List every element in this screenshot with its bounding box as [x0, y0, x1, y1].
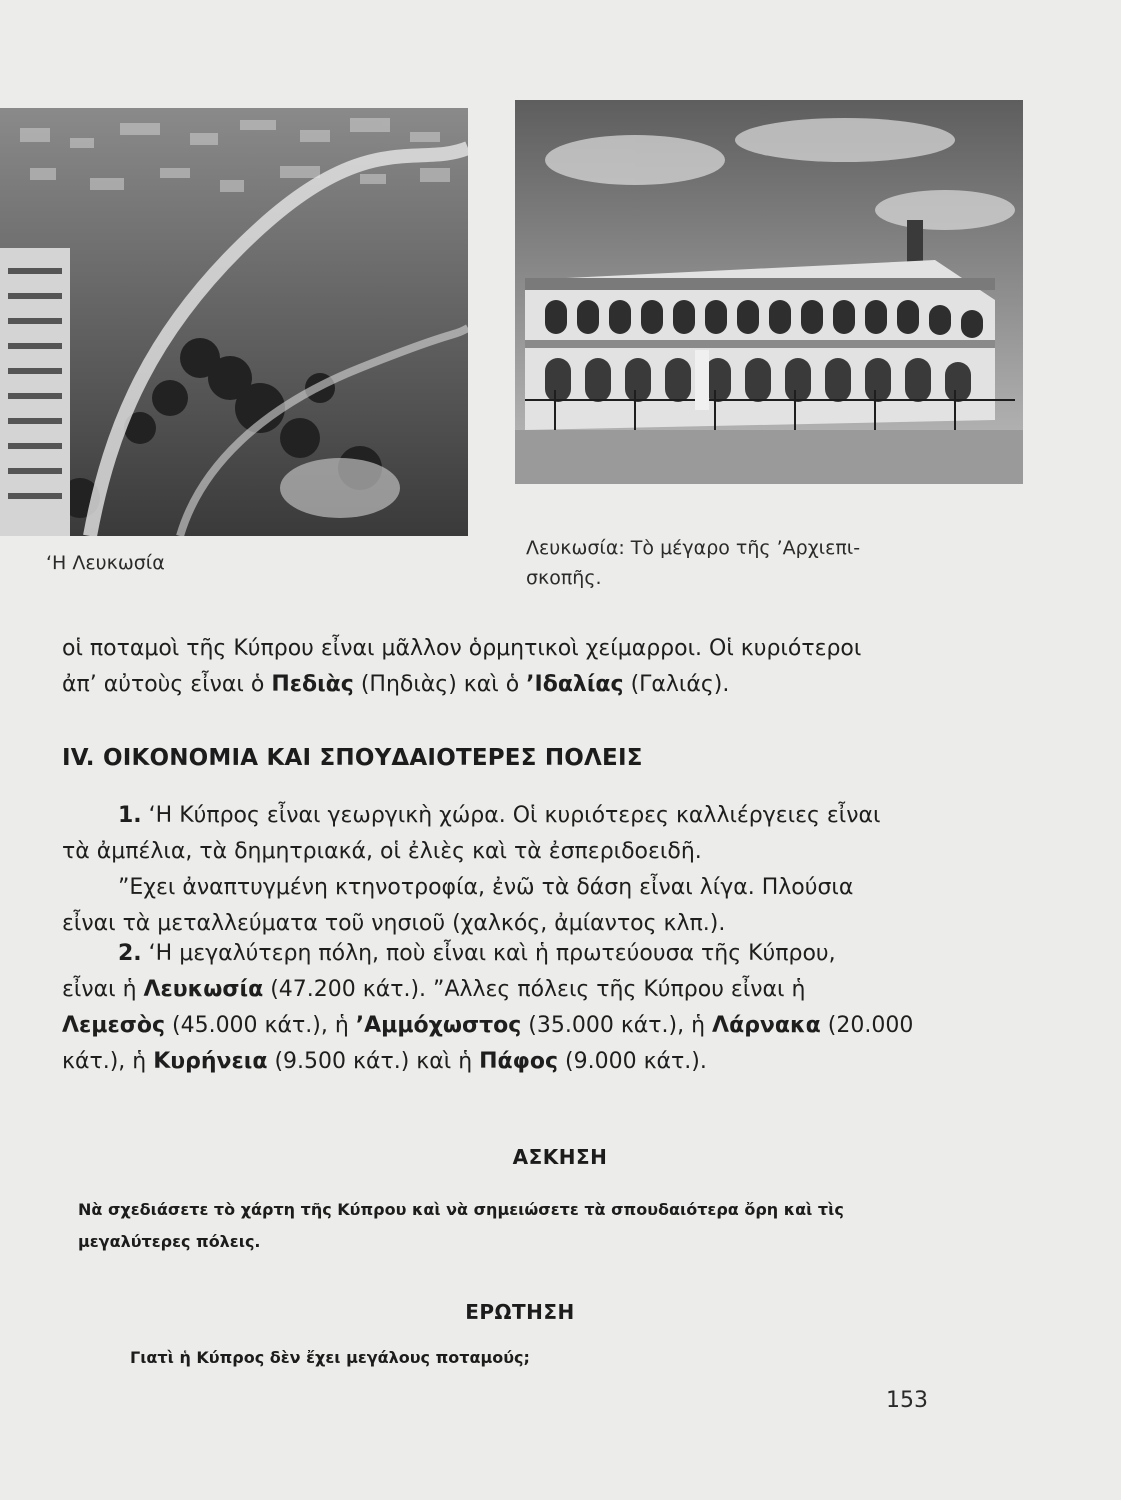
question-title: ΕΡΩΤΗΣΗ	[465, 1300, 575, 1324]
rivers-line1: οἱ ποταμοὶ τῆς Κύπρου εἶναι μᾶλλον ὁρμητικοὶ χείμαρροι. Οἱ κυριότεροι	[62, 636, 862, 661]
exercise-title: ΑΣΚΗΣΗ	[512, 1145, 608, 1169]
city-nicosia: Λευκωσία	[143, 977, 264, 1002]
city-larnaca: Λάρνακα	[712, 1013, 821, 1038]
city-kyrenia: Κυρήνεια	[153, 1049, 268, 1074]
page-number: 153	[886, 1388, 928, 1413]
river-idalias: ’Ιδαλίας	[526, 672, 624, 697]
photo-caption-nicosia: ‘Η Λευκωσία	[46, 552, 165, 574]
photo-caption-palace-line1: Λευκωσία: Τὸ μέγαρο τῆς ’Αρχιεπι-	[526, 537, 861, 559]
exercise-text: Νὰ σχεδιάσετε τὸ χάρτη τῆς Κύπρου καὶ νὰ σημειώσετε τὰ σπουδαιότερα ὄρη καὶ τὶς μεγαλύτερες πόλεις.	[78, 1200, 844, 1251]
nicosia-aerial-photo	[0, 108, 468, 536]
photo-caption-palace	[526, 533, 946, 593]
city-famagusta: ’Αμμόχωστος	[355, 1013, 522, 1038]
cities-paragraph: 2. ‘Η μεγαλύτερη πόλη, ποὺ εἶναι καὶ ἡ πρωτεύουσα τῆς Κύπρου, εἶναι ἡ Λευκωσία (47.200 κάτ.). ”Αλλες πόλεις τῆς Κύπρου εἶναι ἡ Λεμεσὸς (45.000 κάτ.), ἡ ’Αμμόχωστος (35.000 κάτ.), ἡ Λάρνακα (20.000 κάτ.), ἡ Κυρήνεια (9.500 κάτ.) καὶ ἡ Πάφος (9.000 κάτ.).	[62, 941, 914, 1074]
archbishop-palace-photo	[515, 100, 1023, 484]
question-text: Γιατὶ ἡ Κύπρος δὲν ἔχει μεγάλους ποταμούς;	[130, 1348, 530, 1367]
rivers-paragraph	[62, 631, 922, 703]
agriculture-paragraph: 1. ‘Η Κύπρος εἶναι γεωργικὴ χώρα. Οἱ κυριότερες καλλιέργειες εἶναι τὰ ἀμπέλια, τὰ δημητριακά, οἱ ἐλιὲς καὶ τὰ ἐσπεριδοειδῆ.	[62, 803, 881, 864]
section-heading-economy: IV. ΟΙΚΟΝΟΜΙΑ ΚΑΙ ΣΠΟΥΔΑΙΟΤΕΡΕΣ ΠΟΛΕΙΣ	[62, 745, 643, 771]
rivers-line2: ἀπ’ αὐτοὺς εἶναι ὁ Πεδιὰς (Πηδιὰς) καὶ ὁ ’Ιδαλίας (Γαλιάς).	[62, 672, 730, 697]
photo-caption-palace-line2: σκοπῆς.	[526, 567, 602, 589]
livestock-paragraph: ”Εχει ἀναπτυγμένη κτηνοτροφία, ἐνῶ τὰ δάση εἶναι λίγα. Πλούσια εἶναι τὰ μεταλλεύματα τοῦ νησιοῦ (χαλκός, ἀμίαντος κλπ.).	[62, 875, 854, 936]
city-paphos: Πάφος	[479, 1049, 559, 1074]
city-limassol: Λεμεσὸς	[62, 1013, 165, 1038]
river-pedias: Πεδιὰς	[271, 672, 354, 697]
